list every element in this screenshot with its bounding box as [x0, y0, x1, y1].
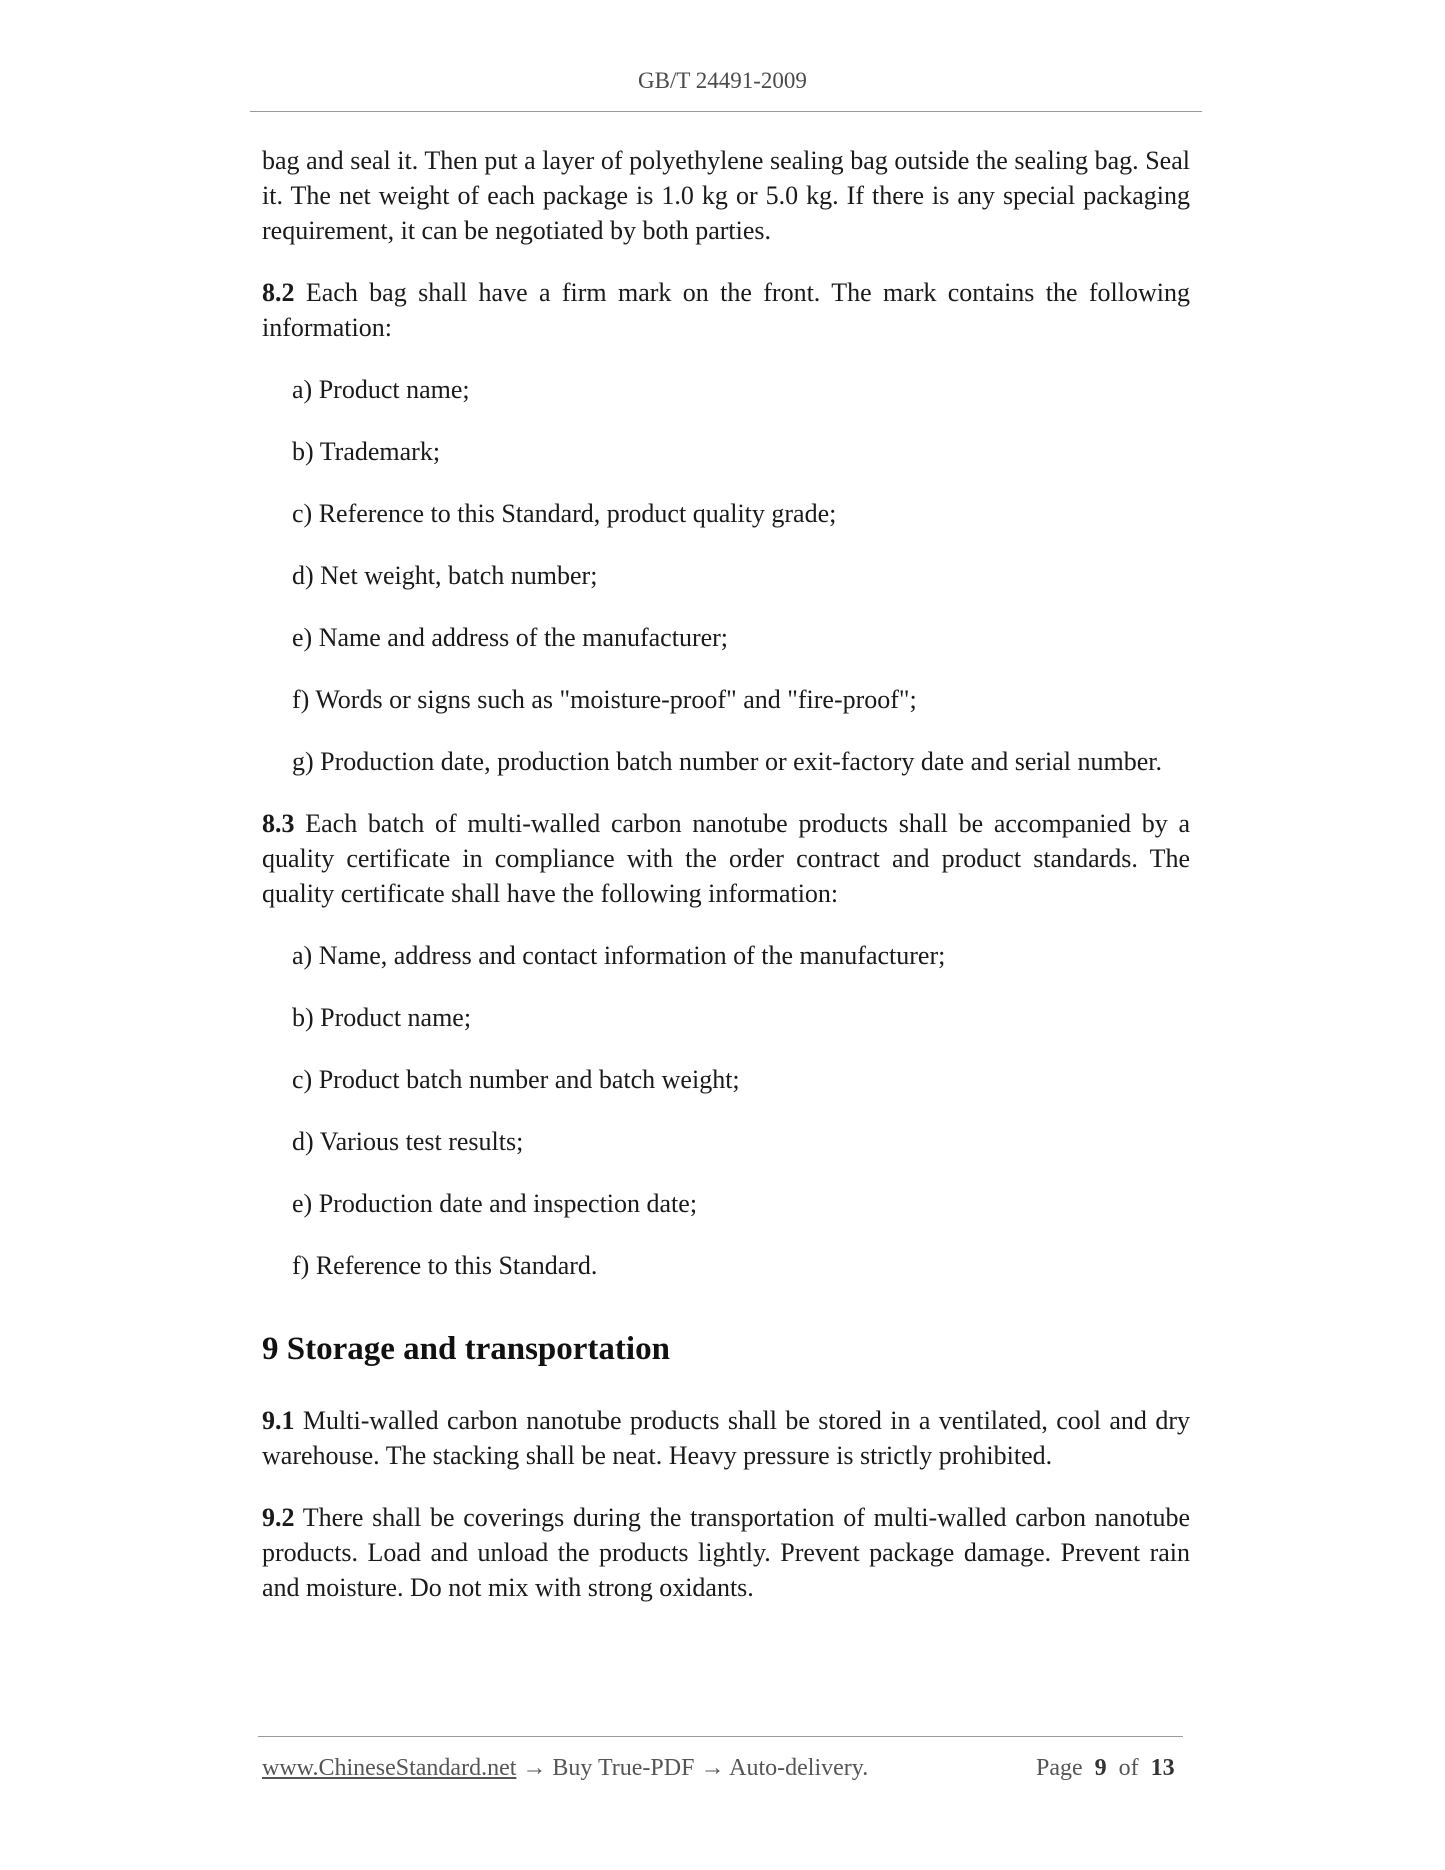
- clause-8-2-text: Each bag shall have a firm mark on the front. The mark contains the following information:: [262, 278, 1190, 342]
- clause-8-3-item-c: c) Product batch number and batch weight;: [292, 1065, 740, 1094]
- clause-9-2-number: 9.2: [262, 1503, 295, 1532]
- clause-8-3-item-b: b) Product name;: [292, 1003, 472, 1032]
- clause-8-3-item-d: d) Various test results;: [292, 1127, 524, 1156]
- clause-9-2: [262, 1500, 1190, 1605]
- document-header-title: GB/T 24491-2009: [638, 68, 807, 93]
- buy-true-pdf-text: Buy True-PDF: [552, 1755, 695, 1781]
- clause-9-1: [262, 1403, 1190, 1473]
- clause-8-2-item-a: a) Product name;: [292, 375, 470, 404]
- auto-delivery-text: Auto-delivery.: [729, 1755, 869, 1781]
- document-body: [262, 143, 1190, 1605]
- clause-8-3-item-a: a) Name, address and contact information of the manufacturer;: [292, 941, 946, 970]
- header-divider: [250, 111, 1202, 112]
- section-9-heading: 9 Storage and transportation: [262, 1331, 670, 1367]
- clause-8-3-item-e: e) Production date and inspection date;: [292, 1189, 698, 1218]
- total-pages: 13: [1150, 1755, 1175, 1781]
- arrow-icon: →: [516, 1755, 553, 1781]
- clause-9-1-text: Multi-walled carbon nanotube products shall be stored in a ventilated, cool and dry warehouse. The stacking shall be neat. Heavy pressure is strictly prohibited.: [262, 1406, 1190, 1470]
- clause-8-2-item-d: d) Net weight, batch number;: [292, 561, 598, 590]
- clause-9-2-text: There shall be coverings during the transportation of multi-walled carbon nanotube products. Load and unload the products lightly. Prevent package damage. Prevent rain and moisture. Do not mix with strong oxidants.: [262, 1503, 1190, 1602]
- page-label: Page: [1036, 1755, 1083, 1781]
- page-number: 9: [1094, 1755, 1107, 1781]
- clause-8-2-number: 8.2: [262, 278, 295, 307]
- footer-divider: [258, 1736, 1183, 1737]
- page-indicator: [1036, 1752, 1175, 1784]
- clause-8-2-item-g: g) Production date, production batch number or exit-factory date and serial number.: [292, 747, 1162, 776]
- clause-8-3: [262, 806, 1190, 911]
- clause-8-2: [262, 275, 1190, 345]
- of-label: of: [1118, 1755, 1139, 1781]
- clause-9-1-number: 9.1: [262, 1406, 295, 1435]
- intro-paragraph: bag and seal it. Then put a layer of polyethylene sealing bag outside the sealing bag. Seal it. The net weight of each package is 1.0 kg or 5.0 kg. If there is any special packaging requirement, it can be negotiated by both parties.: [262, 146, 1190, 245]
- site-link[interactable]: www.ChineseStandard.net: [262, 1755, 517, 1781]
- clause-8-2-item-c: c) Reference to this Standard, product quality grade;: [292, 499, 837, 528]
- clause-8-3-text: Each batch of multi-walled carbon nanotube products shall be accompanied by a quality certificate in compliance with the order contract and product standards. The quality certificate shall have the following information:: [262, 809, 1190, 908]
- clause-8-2-item-f: f) Words or signs such as "moisture-proof" and "fire-proof";: [292, 685, 917, 714]
- arrow-icon: →: [694, 1755, 730, 1781]
- clause-8-2-item-b: b) Trademark;: [292, 437, 441, 466]
- clause-8-3-number: 8.3: [262, 809, 295, 838]
- footer-promo: [262, 1752, 868, 1784]
- clause-8-2-item-e: e) Name and address of the manufacturer;: [292, 623, 729, 652]
- clause-8-3-item-f: f) Reference to this Standard.: [292, 1251, 598, 1280]
